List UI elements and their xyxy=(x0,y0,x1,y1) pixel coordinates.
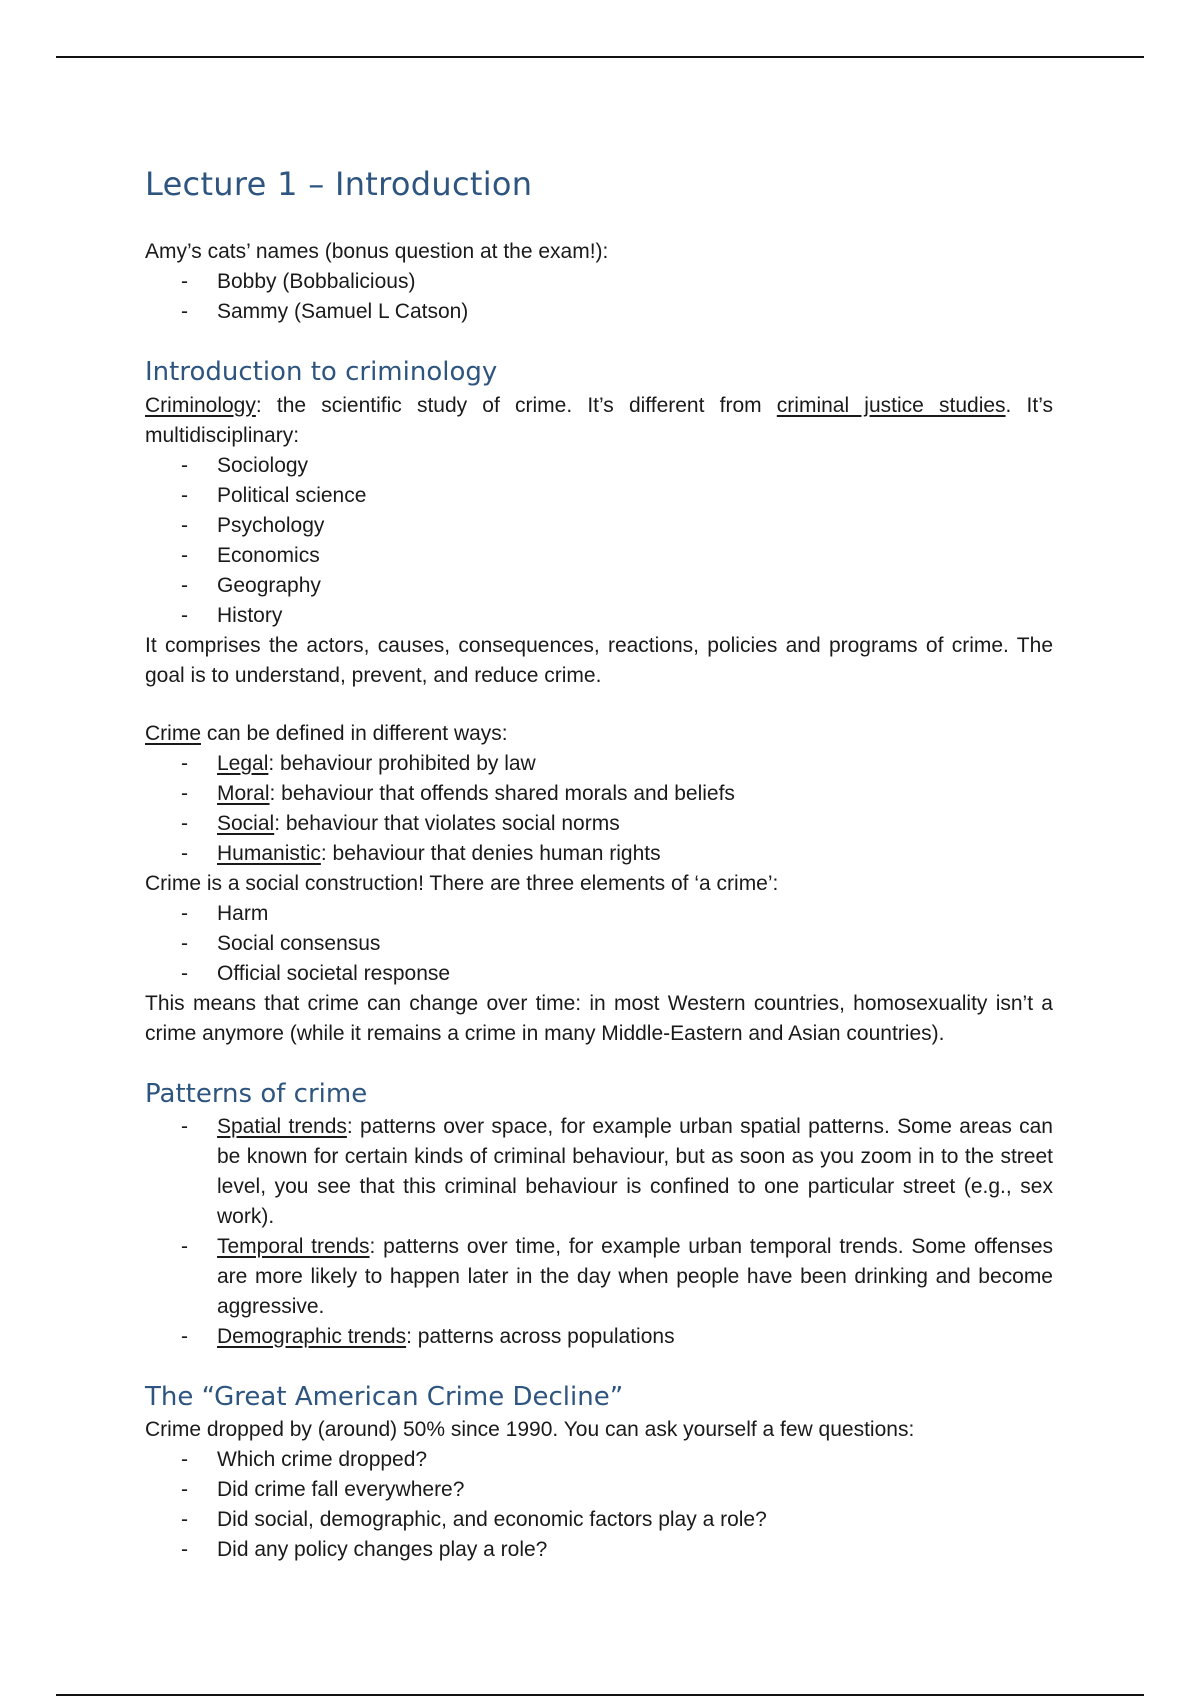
crime-definitions-list xyxy=(145,749,1053,869)
list-item: - Humanistic: behaviour that denies human rights xyxy=(181,841,661,865)
list-item: - Temporal trends: patterns over time, for example urban temporal trends. Some offenses are more likely to happen later in the day when people have been drinking and become aggressive. xyxy=(181,1234,1053,1318)
header-rule xyxy=(56,56,1144,58)
list-item: - Did social, demographic, and economic factors play a role? xyxy=(181,1507,767,1531)
disciplines-list xyxy=(145,451,1053,631)
list-item: - Official societal response xyxy=(181,961,451,985)
list-item: - Spatial trends: patterns over space, for example urban spatial patterns. Some areas can be known for certain kinds of criminal behaviour, but as soon as you zoom in to the street level, you see that this criminal behaviour is confined to one particular street (e.g., sex work). xyxy=(181,1114,1053,1228)
document-page xyxy=(145,165,1053,1565)
list-item: - Social: behaviour that violates social norms xyxy=(181,811,620,835)
cats-intro: Amy’s cats’ names (bonus question at the exam!): xyxy=(145,240,609,264)
crime-elements-list xyxy=(145,899,1053,989)
crime-construction: Crime is a social construction! There are three elements of ‘a crime’: xyxy=(145,871,779,895)
page-title: Lecture 1 – Introduction xyxy=(145,165,533,203)
list-item: - History xyxy=(181,603,283,627)
section-heading-decline: The “Great American Crime Decline” xyxy=(145,1381,624,1412)
crime-change: This means that crime can change over time: in most Western countries, homosexuality isn’t a crime anymore (while it remains a crime in many Middle-Eastern and Asian countries). xyxy=(145,991,1053,1045)
list-item: - Legal: behaviour prohibited by law xyxy=(181,751,536,775)
section-heading-patterns: Patterns of crime xyxy=(145,1078,368,1109)
list-item: - Social consensus xyxy=(181,931,381,955)
list-item: - Demographic trends: patterns across populations xyxy=(181,1324,675,1348)
list-item: - Psychology xyxy=(181,513,325,537)
footer-rule xyxy=(56,1694,1144,1696)
list-item: - Moral: behaviour that offends shared morals and beliefs xyxy=(181,781,735,805)
decline-questions-list xyxy=(145,1445,1053,1565)
cats-list xyxy=(145,267,1053,327)
list-item: - Geography xyxy=(181,573,321,597)
criminology-definition: Criminology: the scientific study of crime. It’s different from criminal justice studies. It’s multidisciplinary: xyxy=(145,393,1054,447)
list-item: - Did crime fall everywhere? xyxy=(181,1477,465,1501)
list-item: - Political science xyxy=(181,483,367,507)
list-item: - Sociology xyxy=(181,453,309,477)
section-heading-criminology: Introduction to criminology xyxy=(145,357,498,388)
list-item: - Economics xyxy=(181,543,320,567)
criminology-scope: It comprises the actors, causes, consequences, reactions, policies and programs of crime. The goal is to understand, prevent, and reduce crime. xyxy=(145,633,1053,687)
list-item: - Bobby (Bobbalicious) xyxy=(181,270,416,294)
patterns-list xyxy=(145,1112,1053,1352)
list-item: - Did any policy changes play a role? xyxy=(181,1537,548,1561)
crime-intro: Crime can be defined in different ways: xyxy=(145,721,508,745)
list-item: - Sammy (Samuel L Catson) xyxy=(181,300,469,324)
list-item: - Harm xyxy=(181,901,269,925)
list-item: - Which crime dropped? xyxy=(181,1447,428,1471)
decline-intro: Crime dropped by (around) 50% since 1990. You can ask yourself a few questions: xyxy=(145,1417,915,1441)
